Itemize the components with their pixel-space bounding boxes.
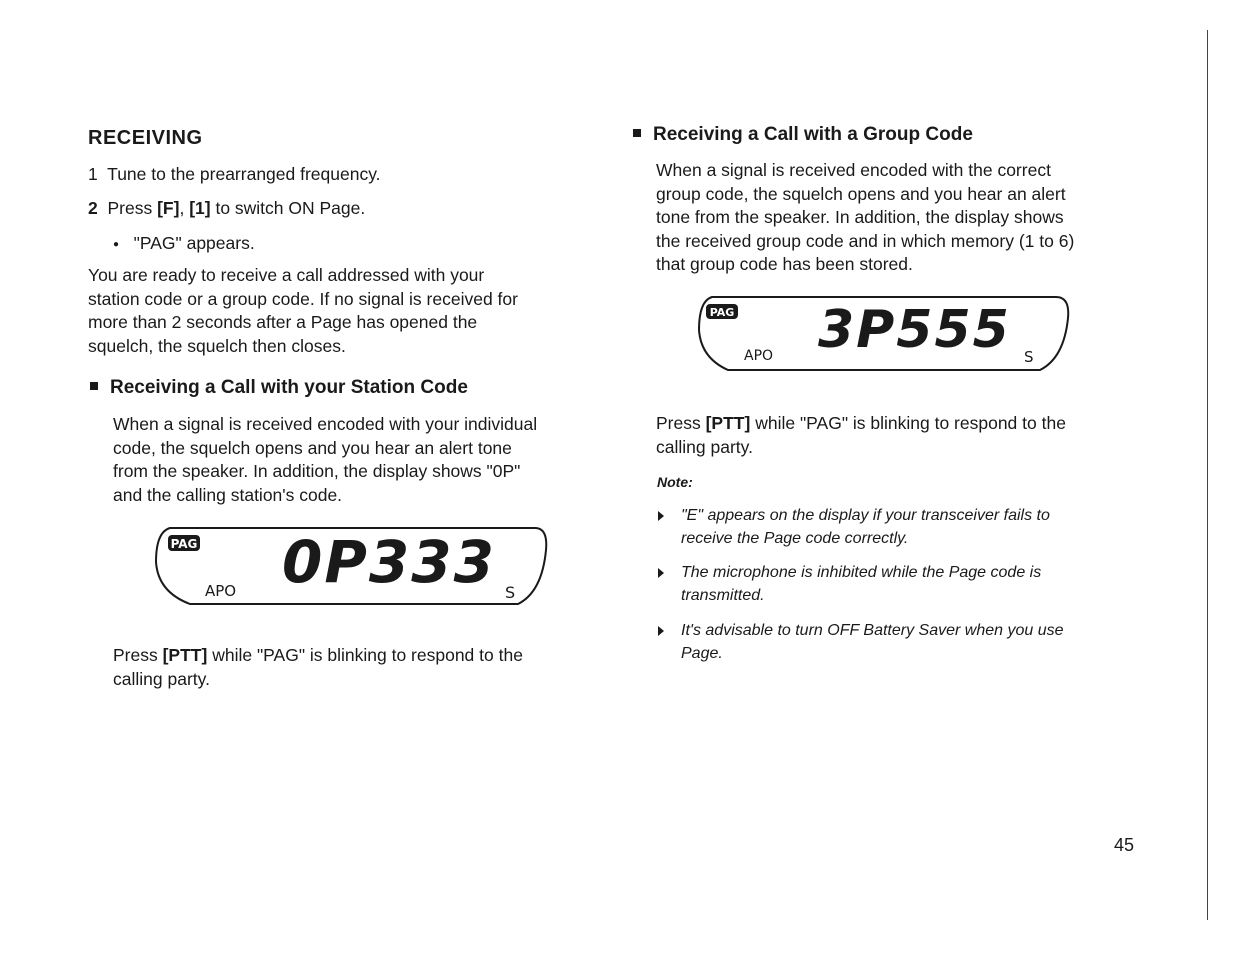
step-1-text: Tune to the prearranged frequency. [107,164,381,184]
station-code-heading-text: Receiving a Call with your Station Code [110,377,468,398]
paragraph-line: more than 2 seconds after a Page has opened the [88,312,478,332]
triangle-bullet-icon [658,626,664,636]
step-2-pre: Press [107,198,153,218]
triangle-bullet-icon [658,511,664,521]
press-post: while "PAG" is blinking to respond to the [755,413,1066,433]
group-code-paragraph [656,159,1156,277]
note-label: Note: [657,474,693,490]
bullet-item [113,232,255,259]
pag-badge-text: PAG [709,306,735,319]
press-pre: Press [656,413,701,433]
note-item [658,619,1128,665]
press-line-2: calling party. [656,436,753,457]
s-indicator: S [1024,348,1034,366]
paragraph-line: squelch, the squelch then closes. [88,335,346,356]
key-ptt: [PTT] [162,645,208,665]
press-ptt-left [113,644,523,691]
bullet-text: "PAG" appears. [133,233,255,253]
step-1-number: 1 [88,164,98,184]
paragraph-line: and the calling station's code. [113,484,343,505]
note-line: Page. [681,645,723,662]
note-line: The microphone is inhibited while the Page code is [681,564,1042,581]
step-2-number: 2 [88,198,98,218]
page-edge-divider [1207,30,1208,920]
step-2 [88,197,365,221]
step-2-post: to switch ON Page. [215,198,366,218]
group-code-heading-text: Receiving a Call with a Group Code [653,124,973,145]
lcd-code: 3P555 [818,300,1011,360]
paragraph-line: from the speaker. In addition, the display shows "0P" [113,461,521,481]
paragraph-line: When a signal is received encoded with the correct [656,160,1051,180]
group-code-heading [633,124,973,146]
note-item [658,561,1128,607]
intro-paragraph [88,264,598,358]
press-line-2: calling party. [113,668,210,689]
press-ptt-right [656,412,1066,459]
lcd-code: 0P333 [282,528,496,596]
section-heading: RECEIVING [88,127,203,149]
apo-indicator: APO [205,582,237,600]
note-line: It's advisable to turn OFF Battery Saver when you use [681,622,1064,639]
key-1: [1] [189,198,211,218]
paragraph-line: that group code has been stored. [656,254,913,274]
pag-badge-text: PAG [170,537,198,551]
paragraph-line: group code, the squelch opens and you hear an alert [656,183,1066,204]
press-post: while "PAG" is blinking to respond to the [212,645,523,665]
paragraph-line: the received group code and in which memory (1 to 6) [656,230,1075,251]
station-code-paragraph [113,413,603,507]
paragraph-line: tone from the speaker. In addition, the display shows [656,207,1064,227]
square-bullet-icon [90,382,98,390]
note-item [658,504,1128,550]
station-code-heading [90,377,468,399]
key-ptt: [PTT] [705,413,751,433]
press-pre: Press [113,645,158,665]
step-1 [88,163,381,187]
page-number: 45 [1114,835,1135,855]
bullet-dot-icon: ● [113,239,120,250]
note-line: receive the Page code correctly. [681,530,909,547]
key-f: [F] [157,198,180,218]
paragraph-line: code, the squelch opens and you hear an alert tone [113,437,512,458]
paragraph-line: When a signal is received encoded with your individual [113,414,538,434]
note-line: transmitted. [681,587,765,604]
paragraph-line: station code or a group code. If no signal is received for [88,288,518,309]
s-indicator: S [505,583,516,602]
paragraph-line: You are ready to receive a call addressed with your [88,265,485,285]
lcd-display-station [150,522,550,612]
lcd-display-group [694,292,1074,378]
apo-indicator: APO [744,348,774,364]
triangle-bullet-icon [658,568,664,578]
step-2-sep: , [179,198,185,218]
note-line: "E" appears on the display if your transceiver fails to [681,507,1050,524]
square-bullet-icon [633,129,641,137]
